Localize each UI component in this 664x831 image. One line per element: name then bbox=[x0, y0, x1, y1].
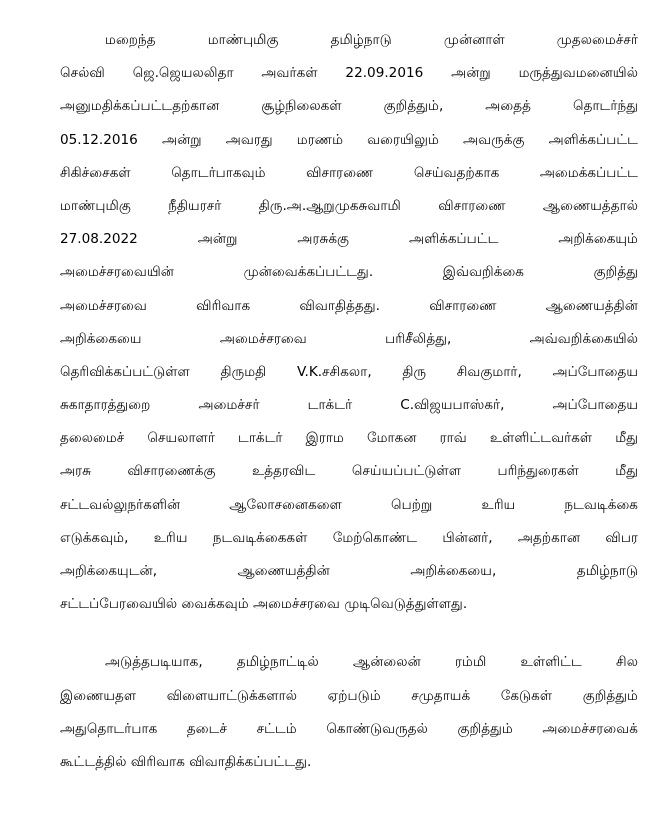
text-line: தெரிவிக்கப்பட்டுள்ள திருமதி V.K.சசிகலா, திரு சிவகுமார், அப்போதைய bbox=[60, 363, 638, 380]
text-line: சட்டவல்லுநர்களின் ஆலோசனைகளை பெற்று உரிய நடவடிக்கை bbox=[60, 496, 638, 513]
text-line: அனுமதிக்கப்பட்டதற்கான சூழ்நிலைகள் குறித்தும், அதைத் தொடர்ந்து bbox=[60, 98, 638, 115]
text-line: அரசு விசாரணைக்கு உத்தரவிட செய்யப்பட்டுள்ள பரிந்துரைகள் மீது bbox=[60, 463, 638, 480]
text-line: அமைச்சரவையின் முன்வைக்கப்பட்டது. இவ்வறிக்கை குறித்து bbox=[60, 264, 638, 281]
paragraph-spacer bbox=[60, 621, 638, 646]
text-line: மறைந்த மாண்புமிகு தமிழ்நாடு முன்னாள் முதலமைச்சர் bbox=[105, 32, 638, 48]
document-page bbox=[60, 24, 638, 779]
text-line: தலைமைச் செயலாளர் டாக்டர் இராம மோகன ராவ் உள்ளிட்டவர்கள் மீது bbox=[60, 430, 638, 447]
text-line: சிகிச்சைகள் தொடர்பாகவும் விசாரணை செய்வதற்காக அமைக்கப்பட்ட bbox=[60, 164, 638, 181]
text-line: அறிக்கையுடன், ஆணையத்தின் அறிக்கையை, தமிழ்நாடு bbox=[60, 563, 638, 579]
text-line: சட்டப்பேரவையில் வைக்கவும் அமைச்சரவை முடிவெடுத்துள்ளது. bbox=[60, 596, 468, 613]
paragraph-2 bbox=[60, 646, 638, 779]
text-line: அதுதொடர்பாக தடைச் சட்டம் கொண்டுவருதல் குறித்தும் அமைச்சரவைக் bbox=[60, 720, 638, 737]
text-line: கூட்டத்தில் விரிவாக விவாதிக்கப்பட்டது. bbox=[60, 753, 312, 770]
text-line: செல்வி ஜெ.ஜெயலலிதா அவர்கள் 22.09.2016 அன்று மருத்துவமனையில் bbox=[60, 65, 638, 82]
text-line: இணையதள விளையாட்டுக்களால் ஏற்படும் சமுதாயக் கேடுகள் குறித்தும் bbox=[60, 687, 638, 704]
text-line: எடுக்கவும், உரிய நடவடிக்கைகள் மேற்கொண்ட பின்னர், அதற்கான விபர bbox=[60, 529, 638, 546]
text-line: 05.12.2016 அன்று அவரது மரணம் வரையிலும் அவருக்கு அளிக்கப்பட்ட bbox=[60, 131, 638, 148]
text-line: அமைச்சரவை விரிவாக விவாதித்தது. விசாரணை ஆணையத்தின் bbox=[60, 297, 638, 314]
text-line: சுகாதாரத்துறை அமைச்சர் டாக்டர் C.விஜயபாஸ்கர், அப்போதைய bbox=[60, 397, 638, 414]
paragraph-1 bbox=[60, 24, 638, 621]
text-line: அறிக்கையை அமைச்சரவை பரிசீலித்து, அவ்வறிக்கையில் bbox=[60, 330, 638, 347]
text-line: மாண்புமிகு நீதியரசர் திரு.அ.ஆறுமுகசுவாமி விசாரணை ஆணையத்தால் bbox=[60, 197, 638, 214]
text-line: அடுத்தபடியாக, தமிழ்நாட்டில் ஆன்லைன் ரம்மி உள்ளிட்ட சில bbox=[105, 654, 638, 671]
text-line: 27.08.2022 அன்று அரசுக்கு அளிக்கப்பட்ட அறிக்கையும் bbox=[60, 231, 638, 248]
